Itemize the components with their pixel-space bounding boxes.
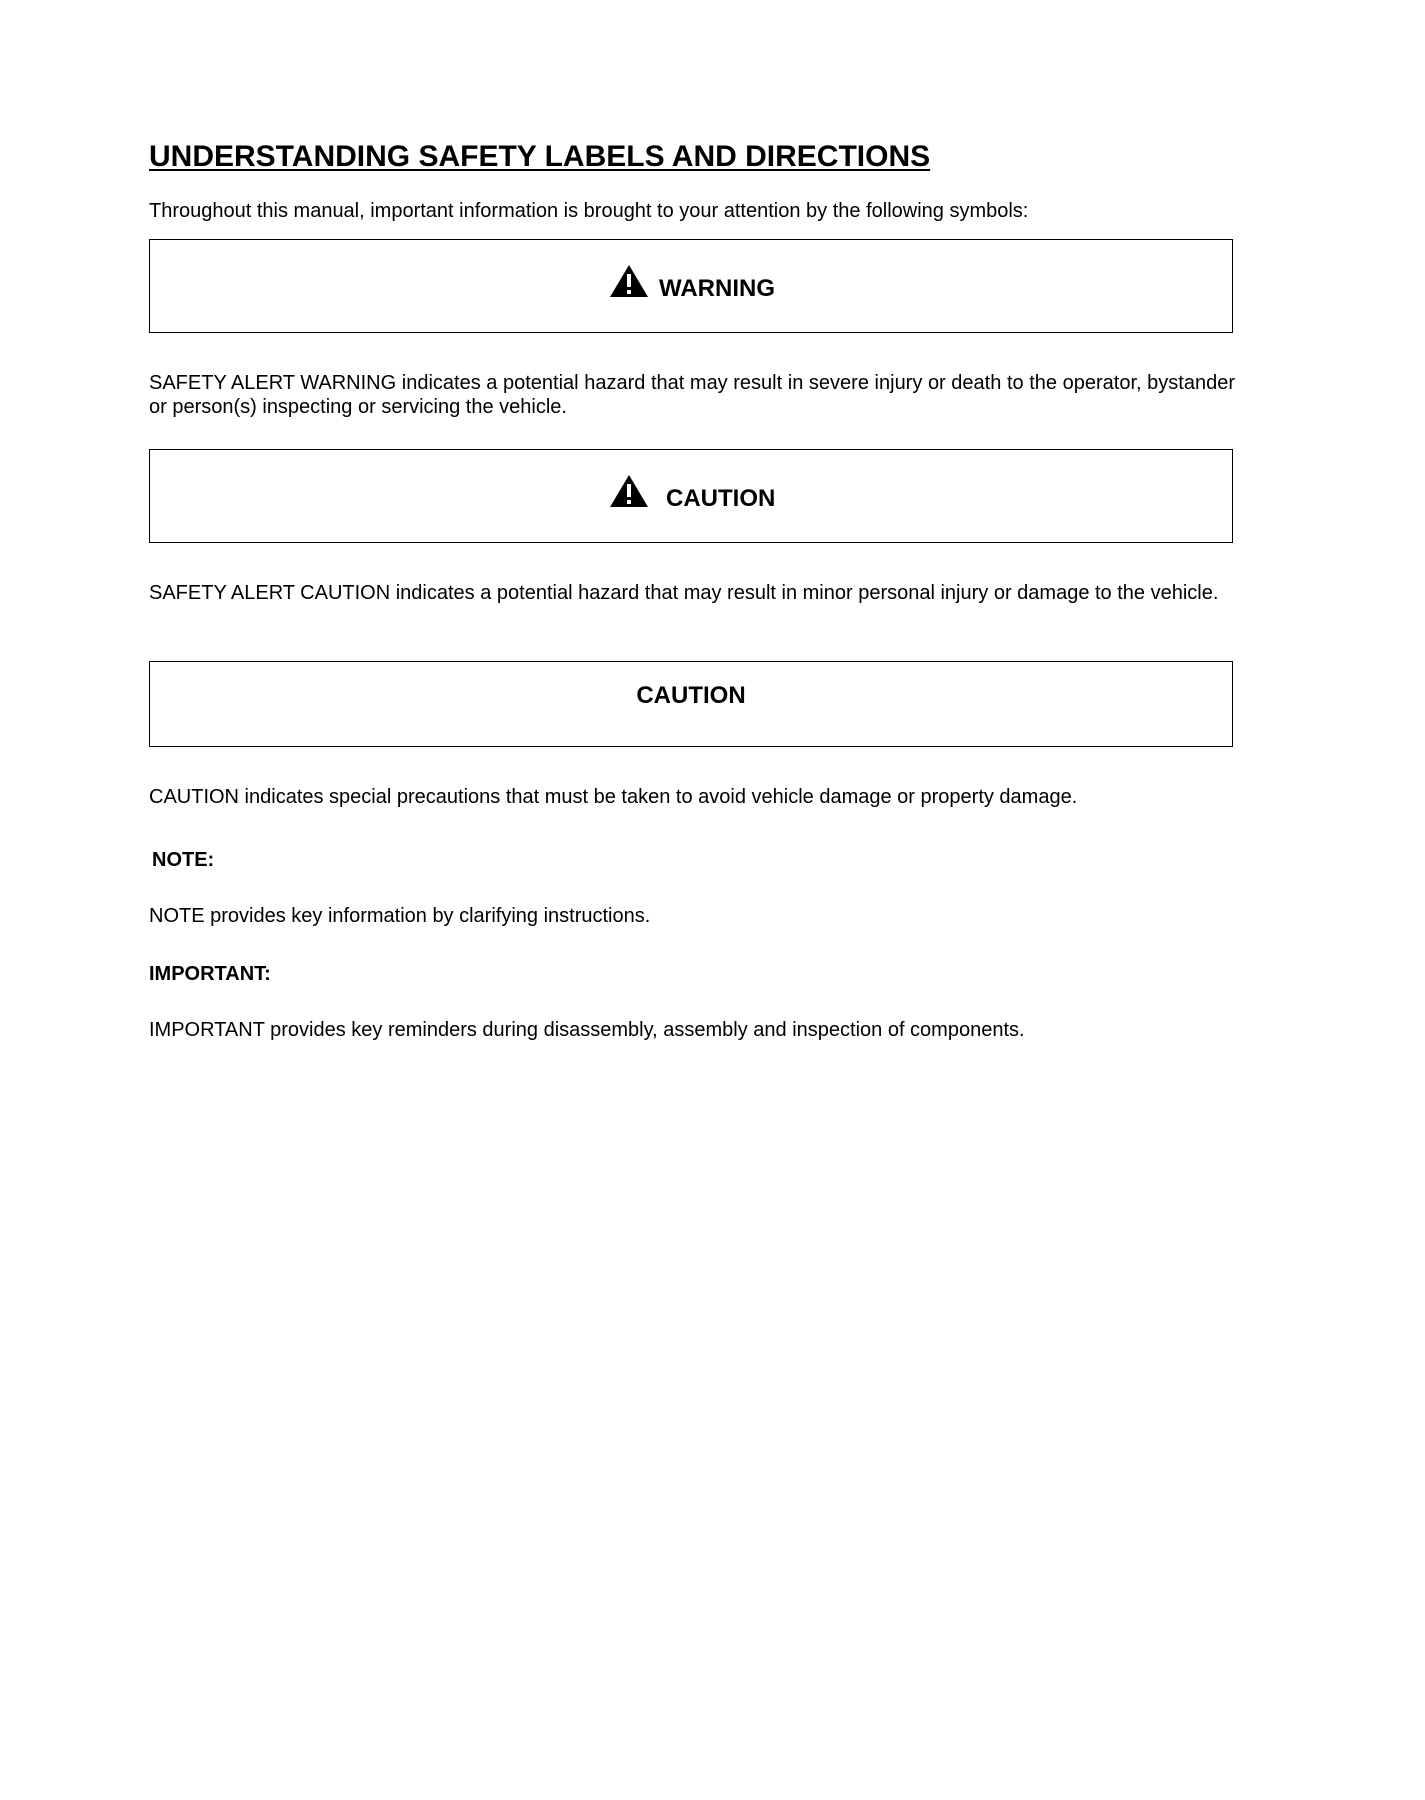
warning-description: SAFETY ALERT WARNING indicates a potential hazard that may result in severe injury or death to the operator, bystander or person(s) inspecting or servicing the vehicle. [149, 372, 1235, 418]
important-text: IMPORTANT provides key reminders during disassembly, assembly and inspection of components. [149, 1019, 1025, 1041]
safety-caution-label: CAUTION [666, 485, 776, 512]
warning-label: WARNING [659, 275, 775, 302]
note-label: NOTE: [152, 849, 215, 871]
safety-caution-box [149, 449, 1233, 543]
caution-box [149, 661, 1233, 747]
safety-alert-triangle-icon [609, 264, 649, 298]
safety-caution-description: SAFETY ALERT CAUTION indicates a potential hazard that may result in minor personal injury or damage to the vehicle. [149, 582, 1219, 604]
caution-description: CAUTION indicates special precautions that must be taken to avoid vehicle damage or property damage. [149, 786, 1078, 808]
note-text: NOTE provides key information by clarifying instructions. [149, 905, 651, 927]
important-label: IMPORTANT: [149, 963, 271, 985]
warning-box [149, 239, 1233, 333]
safety-alert-triangle-icon [609, 474, 649, 508]
caution-label: CAUTION [636, 682, 746, 709]
page-title: UNDERSTANDING SAFETY LABELS AND DIRECTIONS [149, 140, 931, 173]
intro-text: Throughout this manual, important information is brought to your attention by the following symbols: [149, 200, 1029, 222]
